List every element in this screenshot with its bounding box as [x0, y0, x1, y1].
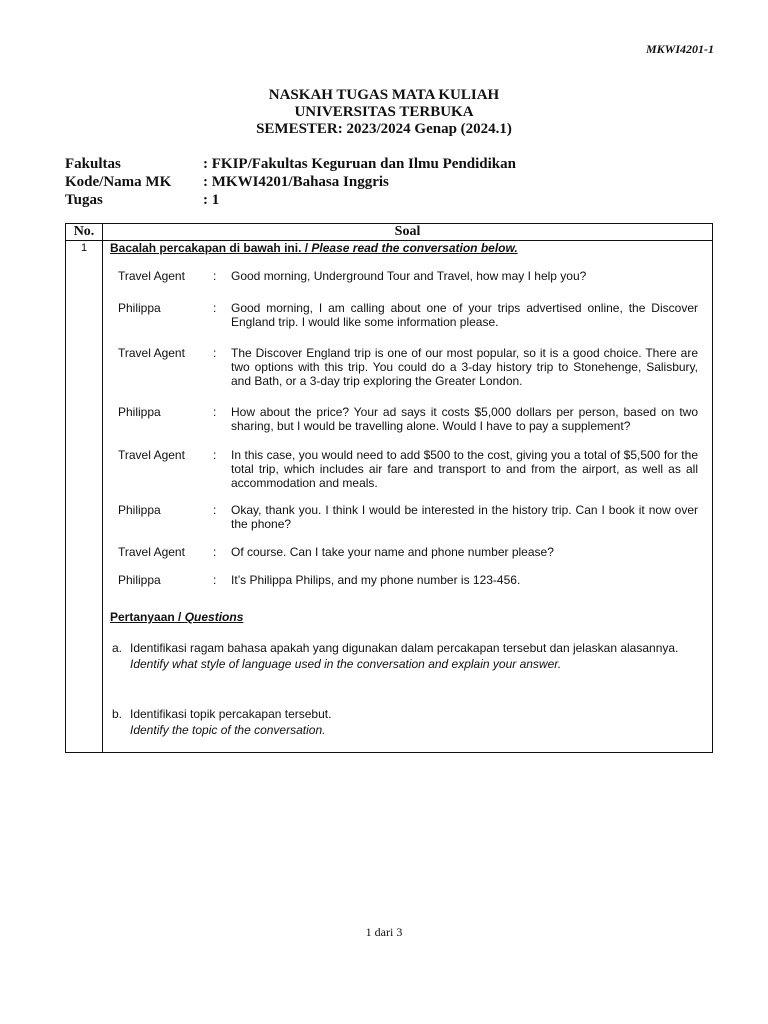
- row-number: 1: [80, 242, 88, 254]
- dialog-speaker: Philippa: [118, 503, 161, 517]
- meta-value: : 1: [203, 192, 220, 208]
- dialog-colon: :: [213, 448, 217, 462]
- meta-row-fakultas: [65, 155, 516, 173]
- dialog-text: The Discover England trip is one of our most popular, so it is a good choice. There are two options with this trip. You could do a 3-day history trip to Stonehenge, Salisbury, and Bath, or a 3-day trip exploring the Greater London.: [231, 346, 698, 388]
- dialog-colon: :: [213, 301, 217, 315]
- dialog-colon: :: [213, 346, 217, 360]
- table-header: [66, 224, 712, 241]
- questions-title: [110, 610, 243, 624]
- meta-label: Tugas: [65, 192, 103, 208]
- instruction-id: Bacalah percakapan di bawah ini. /: [110, 241, 312, 255]
- dialog-speaker: Philippa: [118, 405, 161, 419]
- dialog-colon: :: [213, 503, 217, 517]
- dialog-speaker: Philippa: [118, 573, 161, 587]
- instruction-en: Please read the conversation below.: [311, 241, 518, 255]
- question-text-en: Identify the topic of the conversation.: [130, 723, 326, 737]
- meta-row-kode: [65, 173, 516, 191]
- question-text-id: Identifikasi ragam bahasa apakah yang digunakan dalam percakapan tersebut dan jelaskan alasannya.: [130, 641, 679, 655]
- questions-title-en: Questions: [184, 610, 244, 624]
- dialog-speaker: Travel Agent: [118, 269, 185, 283]
- meta-value: : MKWI4201/Bahasa Inggris: [203, 174, 389, 190]
- document-header: [0, 87, 768, 138]
- dialog-colon: :: [213, 573, 217, 587]
- dialog-text: It’s Philippa Philips, and my phone number is 123-456.: [231, 573, 521, 587]
- meta-label: Kode/Nama MK: [65, 174, 172, 190]
- dialog-speaker: Travel Agent: [118, 346, 185, 360]
- page-number: 1 dari 3: [365, 925, 403, 939]
- header-title: NASKAH TUGAS MATA KULIAH: [268, 87, 500, 103]
- header-semester: SEMESTER: 2023/2024 Genap (2024.1): [256, 121, 512, 137]
- document-code: MKWI4201-1: [645, 42, 714, 56]
- dialog-speaker: Travel Agent: [118, 545, 185, 559]
- course-meta: [65, 155, 516, 209]
- dialog-text: In this case, you would need to add $500 to the cost, giving you a total of $5,500 for the total trip, which includes air fare and transport to and from the airport, as well as all accommodation and meals.: [231, 448, 698, 490]
- question-text-id: Identifikasi topik percakapan tersebut.: [130, 707, 332, 721]
- dialog-speaker: Travel Agent: [118, 448, 185, 462]
- column-header-no: No.: [73, 224, 95, 239]
- column-header-soal: Soal: [394, 224, 421, 239]
- dialog-text: Good morning, I am calling about one of your trips advertised online, the Discover England trip. I would like some information please.: [231, 301, 698, 329]
- questions-title-id: Pertanyaan /: [110, 610, 185, 624]
- question-mark: b.: [112, 707, 123, 721]
- dialog-colon: :: [213, 405, 217, 419]
- dialog-colon: :: [213, 545, 217, 559]
- instruction: [110, 241, 518, 255]
- dialog-colon: :: [213, 269, 217, 283]
- meta-value: : FKIP/Fakultas Keguruan dan Ilmu Pendidikan: [203, 156, 516, 172]
- dialog-text: Okay, thank you. I think I would be interested in the history trip. Can I book it now over the phone?: [231, 503, 698, 531]
- column-divider: [102, 224, 103, 752]
- dialog-text: Of course. Can I take your name and phone number please?: [231, 545, 554, 559]
- question-text-en: Identify what style of language used in the conversation and explain your answer.: [130, 657, 562, 671]
- meta-row-tugas: [65, 191, 516, 209]
- dialog-speaker: Philippa: [118, 301, 161, 315]
- dialog-text: How about the price? Your ad says it costs $5,000 dollars per person, based on two sharing, but I would be travelling alone. Would I have to pay a supplement?: [231, 405, 698, 433]
- meta-label: Fakultas: [65, 156, 121, 172]
- header-university: UNIVERSITAS TERBUKA: [294, 104, 474, 120]
- question-table: [65, 223, 713, 753]
- dialog-text: Good morning, Underground Tour and Travel, how may I help you?: [231, 269, 587, 283]
- question-mark: a.: [112, 641, 123, 655]
